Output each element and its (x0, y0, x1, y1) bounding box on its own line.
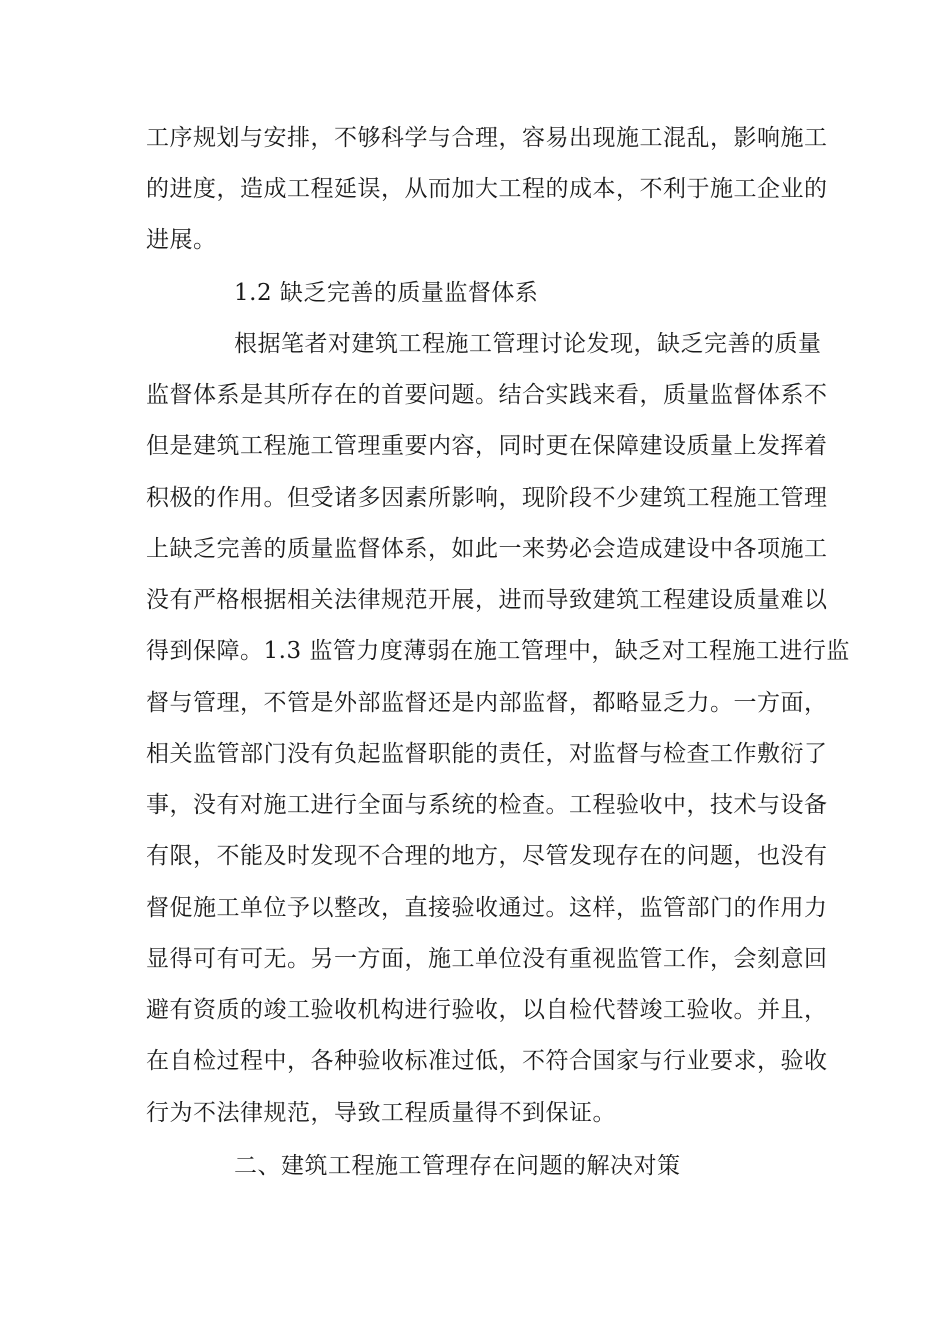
text-line: 显得可有可无。另一方面，施工单位没有重视监管工作，会刻意回 (146, 946, 828, 972)
section-heading: 1.2 缺乏完善的质量监督体系 (234, 280, 539, 306)
text-line: 工序规划与安排，不够科学与合理，容易出现施工混乱，影响施工 (146, 125, 828, 151)
text-line: 在自检过程中，各种验收标准过低，不符合国家与行业要求，验收 (146, 1048, 828, 1074)
text-line: 事，没有对施工进行全面与系统的检查。工程验收中，技术与设备 (146, 792, 828, 818)
text-line: 相关监管部门没有负起监督职能的责任，对监督与检查工作敷衍了 (146, 741, 828, 767)
text-line: 没有严格根据相关法律规范开展，进而导致建筑工程建设质量难以 (146, 587, 828, 613)
text-line: 督促施工单位予以整改，直接验收通过。这样，监管部门的作用力 (146, 895, 828, 921)
text-line: 督与管理，不管是外部监督还是内部监督，都略显乏力。一方面， (146, 690, 828, 716)
text-line: 上缺乏完善的质量监督体系，如此一来势必会造成建设中各项施工 (146, 536, 828, 562)
text-line: 进展。 (146, 227, 217, 253)
text-line: 根据笔者对建筑工程施工管理讨论发现，缺乏完善的质量 (234, 331, 822, 357)
text-line: 的进度，造成工程延误，从而加大工程的成本，不利于施工企业的 (146, 176, 828, 202)
text-line: 得到保障。1.3 监管力度薄弱在施工管理中，缺乏对工程施工进行监 (146, 638, 850, 664)
text-line: 积极的作用。但受诸多因素所影响，现阶段不少建筑工程施工管理 (146, 485, 828, 511)
text-line: 有限，不能及时发现不合理的地方，尽管发现存在的问题，也没有 (146, 843, 828, 869)
text-line: 避有资质的竣工验收机构进行验收，以自检代替竣工验收。并且， (146, 997, 828, 1023)
section-heading: 二、建筑工程施工管理存在问题的解决对策 (234, 1153, 681, 1179)
text-line: 监督体系是其所存在的首要问题。结合实践来看，质量监督体系不 (146, 382, 828, 408)
text-line: 行为不法律规范，导致工程质量得不到保证。 (146, 1100, 616, 1126)
text-line: 但是建筑工程施工管理重要内容，同时更在保障建设质量上发挥着 (146, 433, 828, 459)
